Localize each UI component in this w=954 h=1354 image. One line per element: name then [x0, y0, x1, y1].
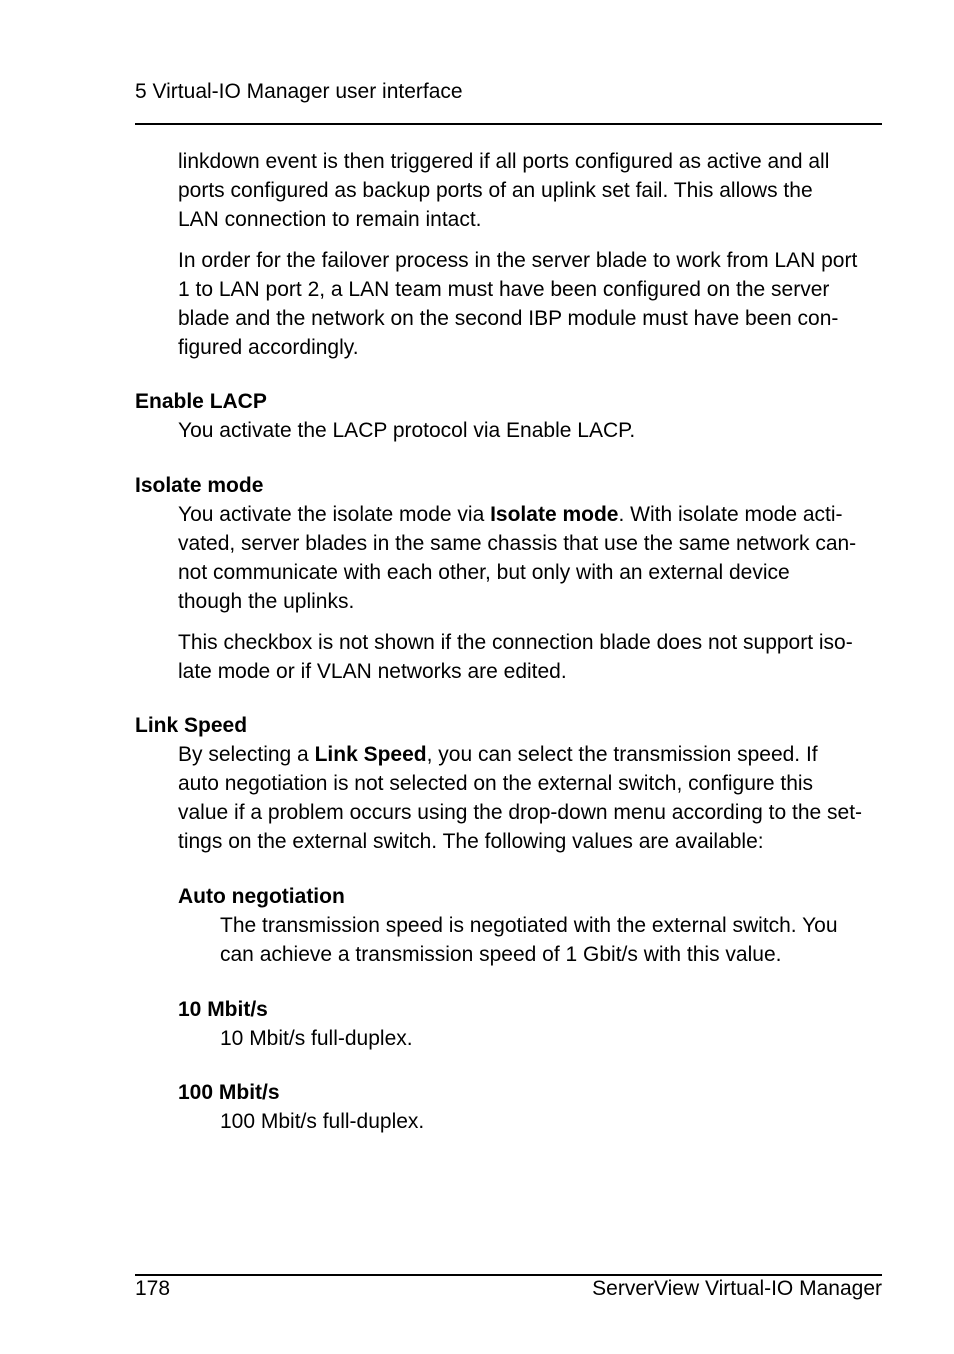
auto-neg-line: The transmission speed is negotiated with the external switch. You [220, 914, 838, 937]
isolate-line: This checkbox is not shown if the connection blade does not support iso- [178, 631, 853, 654]
isolate-line: late mode or if VLAN networks are edited. [178, 660, 567, 683]
enable-lacp-desc: You activate the LACP protocol via Enable LACP. [178, 419, 636, 442]
intro-line: blade and the network on the second IBP module must have been con- [178, 307, 839, 330]
intro-line: In order for the failover process in the server blade to work from LAN port [178, 249, 858, 272]
header-rule [135, 123, 882, 125]
link-speed-line: tings on the external switch. The following values are available: [178, 830, 764, 853]
isolate-line: not communicate with each other, but only with an external device [178, 561, 790, 584]
link-speed-line: auto negotiation is not selected on the external switch, configure this [178, 772, 814, 795]
mbit10-desc: 10 Mbit/s full-duplex. [220, 1027, 413, 1050]
link-speed-line: value if a problem occurs using the drop-down menu according to the set- [178, 801, 863, 824]
isolate-line: You activate the isolate mode via Isolate mode. With isolate mode acti- [178, 503, 843, 526]
mbit100-desc: 100 Mbit/s full-duplex. [220, 1110, 425, 1133]
intro-line: linkdown event is then triggered if all ports configured as active and all [178, 150, 830, 173]
footer-product: ServerView Virtual-IO Manager [592, 1277, 882, 1300]
term-auto-negotiation: Auto negotiation [178, 885, 345, 908]
term-100-mbit: 100 Mbit/s [178, 1081, 280, 1104]
intro-line: LAN connection to remain intact. [178, 208, 482, 231]
intro-line: 1 to LAN port 2, a LAN team must have been configured on the server [178, 278, 830, 301]
link-speed-line: By selecting a Link Speed, you can select the transmission speed. If [178, 743, 818, 766]
term-isolate-mode: Isolate mode [135, 474, 264, 497]
isolate-line: though the uplinks. [178, 590, 355, 613]
page-number: 178 [135, 1277, 171, 1300]
header-title: 5 Virtual-IO Manager user interface [135, 80, 463, 103]
auto-neg-line: can achieve a transmission speed of 1 Gbit/s with this value. [220, 943, 782, 966]
term-enable-lacp: Enable LACP [135, 390, 267, 413]
term-link-speed: Link Speed [135, 714, 248, 737]
term-10-mbit: 10 Mbit/s [178, 998, 268, 1021]
intro-line: figured accordingly. [178, 336, 359, 359]
footer-rule [135, 1274, 882, 1276]
intro-line: ports configured as backup ports of an uplink set fail. This allows the [178, 179, 813, 202]
isolate-line: vated, server blades in the same chassis that use the same network can- [178, 532, 857, 555]
